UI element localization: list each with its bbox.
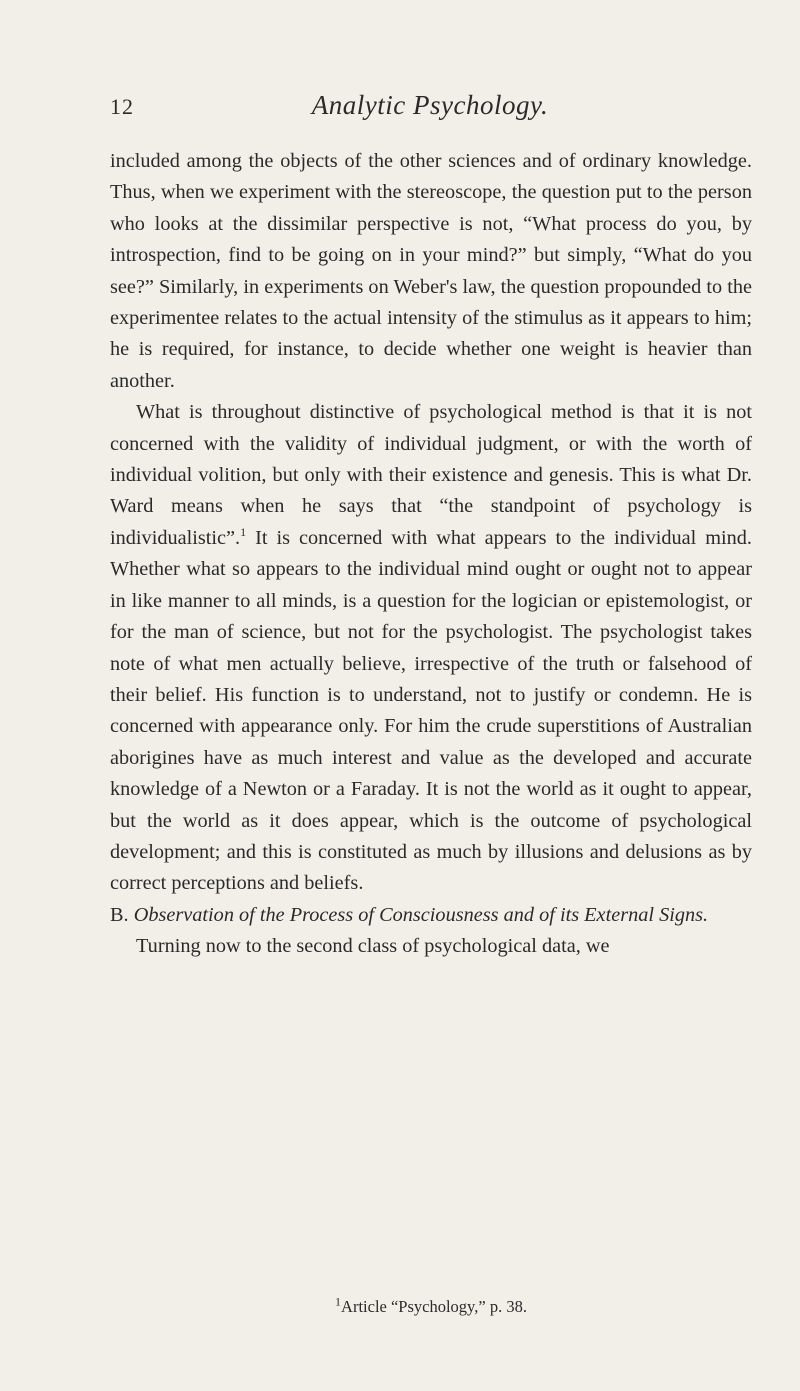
section-heading bbox=[110, 900, 752, 931]
footnote-text: Article “Psychology,” p. 38. bbox=[341, 1297, 527, 1316]
footnote-marker: 1 bbox=[335, 1294, 342, 1309]
page-header bbox=[110, 90, 750, 134]
page-number: 12 bbox=[110, 94, 134, 119]
section-title: Observation of the Process of Consciousness and of its External Signs. bbox=[133, 903, 709, 926]
section-letter: B. bbox=[110, 903, 129, 926]
paragraph-3: Turning now to the second class of psychological data, we bbox=[136, 935, 610, 958]
paragraph-2-part-b: It is concerned with what appears to the individual mind. Whether what so appears to the individual mind ought or ought not to appear in like manner to all minds, is a question for the logician or epistemologist, or for the man of science, but not for the psychologist. The psychologist takes note of what men actually believe, irrespective of the truth or falsehood of their belief. His function is to understand, not to justify or condemn. He is concerned with appearance only. For him the crude superstitions of Australian aborigines have as much interest and value as the developed and accurate knowledge of a Newton or a Faraday. It is not the world as it ought to appear, but the world as it does appear, which is the outcome of psychological development; and this is constituted as much by illusions and delusions as by correct perceptions and beliefs. bbox=[110, 526, 752, 895]
paragraph-1: included among the objects of the other sciences and of ordinary knowledge. Thus, when we experiment with the stereoscope, the question put to the person who looks at the dissimilar perspective is not, “What process do you, by introspection, find to be going on in your mind?” but simply, “What do you see?” Similarly, in experiments on Weber's law, the question propounded to the experimentee relates to the actual intensity of the stimulus as it appears to him; he is required, for instance, to decide whether one weight is heavier than another. bbox=[110, 150, 752, 392]
paragraph-2 bbox=[110, 397, 752, 900]
body-text bbox=[110, 146, 752, 963]
paragraph-2-part-a: What is throughout distinctive of psychological method is that it is not concerned with the validity of individual judgment, or with the worth of individual volition, but only with their existence and genesis. This is what Dr. Ward means when he says that “the standpoint of psychology is individualistic”. bbox=[110, 401, 752, 549]
running-title: Analytic Psychology. bbox=[311, 90, 549, 120]
footnote bbox=[110, 1294, 752, 1317]
footnote-reference: 1 bbox=[240, 525, 247, 540]
